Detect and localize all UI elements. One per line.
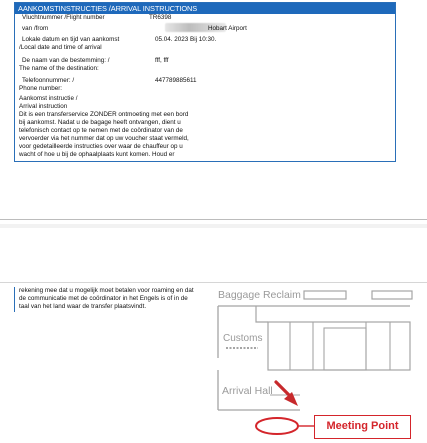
baggage-belt-shape — [304, 291, 346, 299]
card-header: AANKOMSTINSTRUCTIES /ARRIVAL INSTRUCTIONS — [15, 3, 395, 14]
instruction-line: wacht of hoe u bij de ophaalplaats kunt komen. Houd er — [19, 151, 175, 159]
from-value: Hobart Airport — [208, 25, 247, 32]
baggage-belt-shape — [372, 291, 412, 299]
arrival-date-label-en: /Local date and time of arrival — [19, 44, 102, 51]
instruction-line: telefonisch contact op te nemen met de coördinator van de — [19, 127, 183, 135]
customs-label: Customs — [223, 333, 263, 344]
instruction-label-en: Arrival instruction — [19, 103, 68, 110]
arrival-hall-label: Arrival Hall — [222, 385, 273, 397]
continuation-line: taal van het land waar de transfer plaatsvindt. — [19, 303, 147, 311]
instruction-line: bij aankomst. Nadat u de bagage heeft ontvangen, dient u — [19, 119, 181, 127]
continuation-line: de communicatie met de coördinator in het Engels is of in de — [19, 295, 188, 303]
meeting-point-box: Meeting Point — [314, 415, 411, 439]
instruction-line: Dit is een transferservice ZONDER ontmoeting met een bord — [19, 111, 189, 118]
flight-number-value: TR6398 — [149, 14, 172, 21]
from-label: van /from — [22, 25, 49, 32]
customs-booths-shape — [268, 322, 410, 370]
phone-value: 447789885611 — [155, 77, 197, 84]
meeting-spot-marker-icon — [256, 418, 298, 434]
phone-label-en: Phone number: — [19, 85, 63, 92]
destination-label-en: The name of the destination: — [19, 65, 99, 72]
destination-label: De naam van de bestemming: / — [22, 57, 110, 64]
instruction-line: voor gedetailleerde instructies over waar de chauffeur op u — [19, 143, 183, 151]
destination-value: fff, fff — [155, 57, 169, 64]
arrival-date-label: Lokale datum en tijd van aankomst — [22, 36, 120, 43]
phone-label: Telefoonnummer: / — [22, 77, 75, 84]
flight-number-label: Vluchtnummer /Flight number — [22, 14, 105, 21]
instruction-label: Aankomst instructie / — [19, 95, 78, 102]
wall-line — [256, 306, 268, 322]
baggage-reclaim-label: Baggage Reclaim — [218, 289, 301, 301]
instruction-line: vervoerder via het nummer dat op uw voucher staat vermeld, — [19, 135, 189, 143]
continuation-line: rekening mee dat u mogelijk moet betalen voor roaming en dat — [19, 287, 194, 294]
booth-shape — [324, 328, 366, 370]
arrival-date-value: 05.04. 2023 Bij 10:30. — [155, 36, 217, 43]
